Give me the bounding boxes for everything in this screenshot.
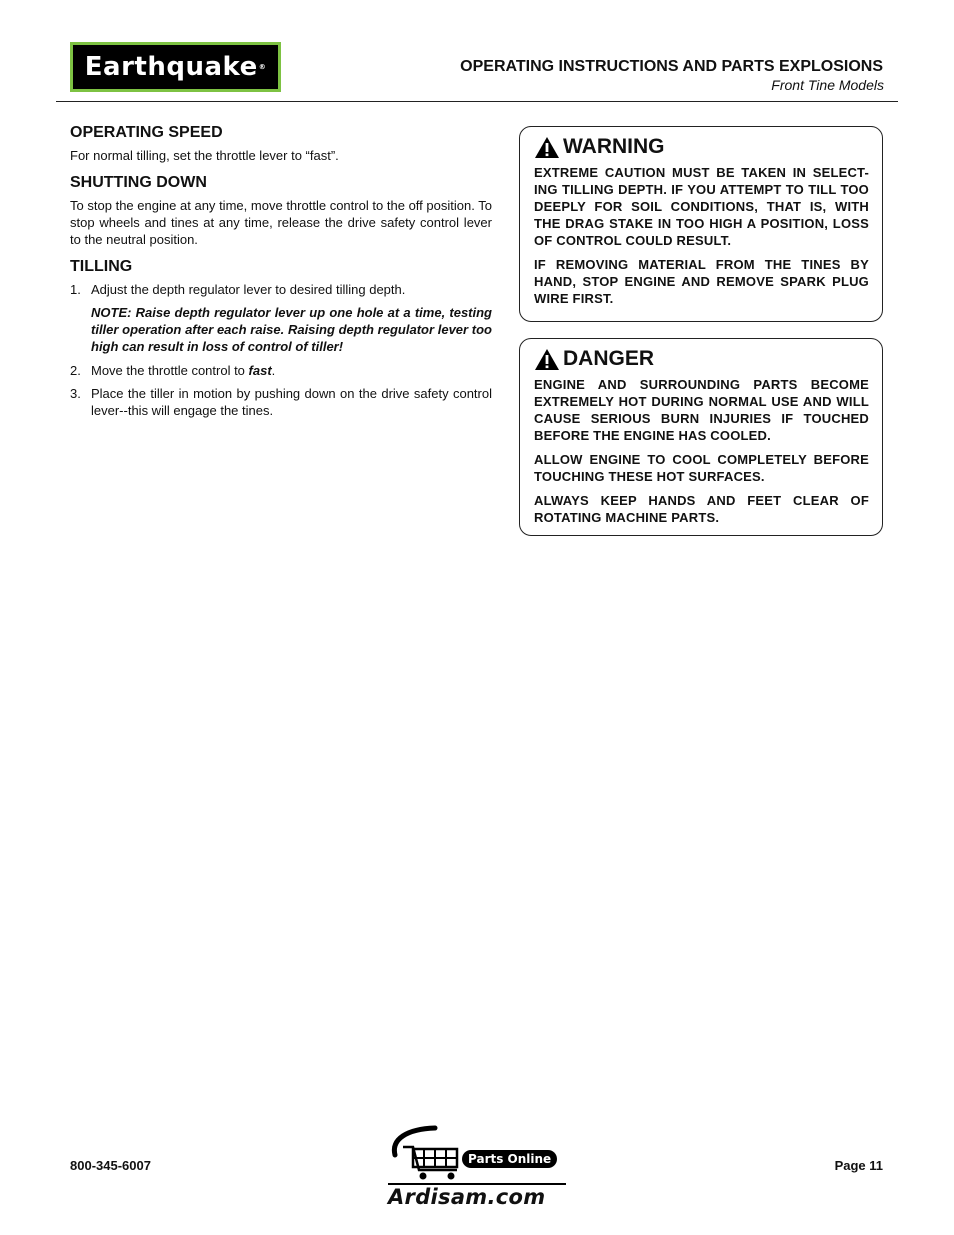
tilling-steps-continued [70, 362, 492, 419]
shopping-cart-icon [385, 1125, 475, 1183]
alert-triangle-icon [534, 348, 560, 371]
list-item [70, 385, 492, 419]
danger-paragraph: ALWAYS KEEP HANDS AND FEET CLEAR OF ROTATING MACHINE PARTS. [534, 493, 869, 525]
list-item [70, 281, 492, 298]
step-emphasis: fast [248, 363, 272, 378]
warning-box [519, 126, 883, 322]
step-number: 3. [70, 386, 81, 401]
step-text: Place the tiller in motion by pushing down on the drive safety control lever--this will engage the tines. [91, 386, 492, 418]
danger-box [519, 338, 883, 536]
alert-triangle-icon [534, 136, 560, 159]
ardisam-logo [385, 1125, 570, 1210]
warning-paragraph: EXTREME CAUTION MUST BE TAKEN IN SELECT-ING TILLING DEPTH. IF YOU ATTEMPT TO TILL TOO DEEPLY FOR SOIL CONDITIONS, THAT IS, WITH THE DRAG STAKE IN TOO HIGH A POSITION, LOSS OF CONTROL COULD RESULT. [534, 165, 869, 248]
left-column [70, 124, 492, 427]
parts-online-badge: Parts Online [462, 1150, 557, 1168]
heading-operating-speed: OPERATING SPEED [70, 124, 223, 141]
tilling-note: NOTE: Raise depth regulator lever up one hole at a time, testing tiller operation after each raise. Raising depth regulator lever too high can result in loss of control of tiller! [91, 305, 492, 354]
page-number: Page 11 [834, 1158, 883, 1173]
step-number: 2. [70, 363, 81, 378]
step-number: 1. [70, 282, 81, 297]
section-shutting-down [70, 174, 492, 248]
tilling-steps [70, 281, 492, 298]
page-header-subtitle: Front Tine Models [771, 77, 884, 93]
shutting-down-text: To stop the engine at any time, move throttle control to the off position. To stop wheels and tines at any time, release the drive safety control lever to the neutral position. [70, 198, 492, 247]
heading-shutting-down: SHUTTING DOWN [70, 174, 207, 191]
warning-title: WARNING [563, 135, 665, 158]
logo-text: Earthquake [84, 52, 258, 82]
operating-speed-text: For normal tilling, set the throttle lever to “fast”. [70, 148, 339, 163]
section-tilling [70, 258, 492, 419]
danger-title: DANGER [563, 347, 655, 370]
step-text: Adjust the depth regulator lever to desired tilling depth. [91, 282, 406, 297]
page-header-title: OPERATING INSTRUCTIONS AND PARTS EXPLOSIONS [460, 58, 883, 75]
step-text: Move the throttle control to fast. [91, 363, 276, 378]
danger-paragraph: ALLOW ENGINE TO COOL COMPLETELY BEFORE TOUCHING THESE HOT SURFACES. [534, 452, 869, 484]
warning-paragraph: IF REMOVING MATERIAL FROM THE TINES BY HAND, STOP ENGINE AND REMOVE SPARK PLUG WIRE FIRST. [534, 257, 869, 306]
ardisam-site: Ardisam.com [388, 1185, 546, 1209]
danger-paragraph: ENGINE AND SURROUNDING PARTS BECOME EXTREMELY HOT DURING NORMAL USE AND WILL CAUSE SERIOUS BURN INJURIES IF TOUCHED BEFORE THE ENGINE HAS COOLED. [534, 377, 869, 443]
footer-phone: 800-345-6007 [70, 1158, 151, 1173]
header-divider [56, 101, 898, 102]
earthquake-logo: Earthquake ® [70, 42, 281, 92]
section-operating-speed [70, 124, 492, 164]
list-item [70, 362, 492, 379]
heading-tilling: TILLING [70, 258, 133, 275]
